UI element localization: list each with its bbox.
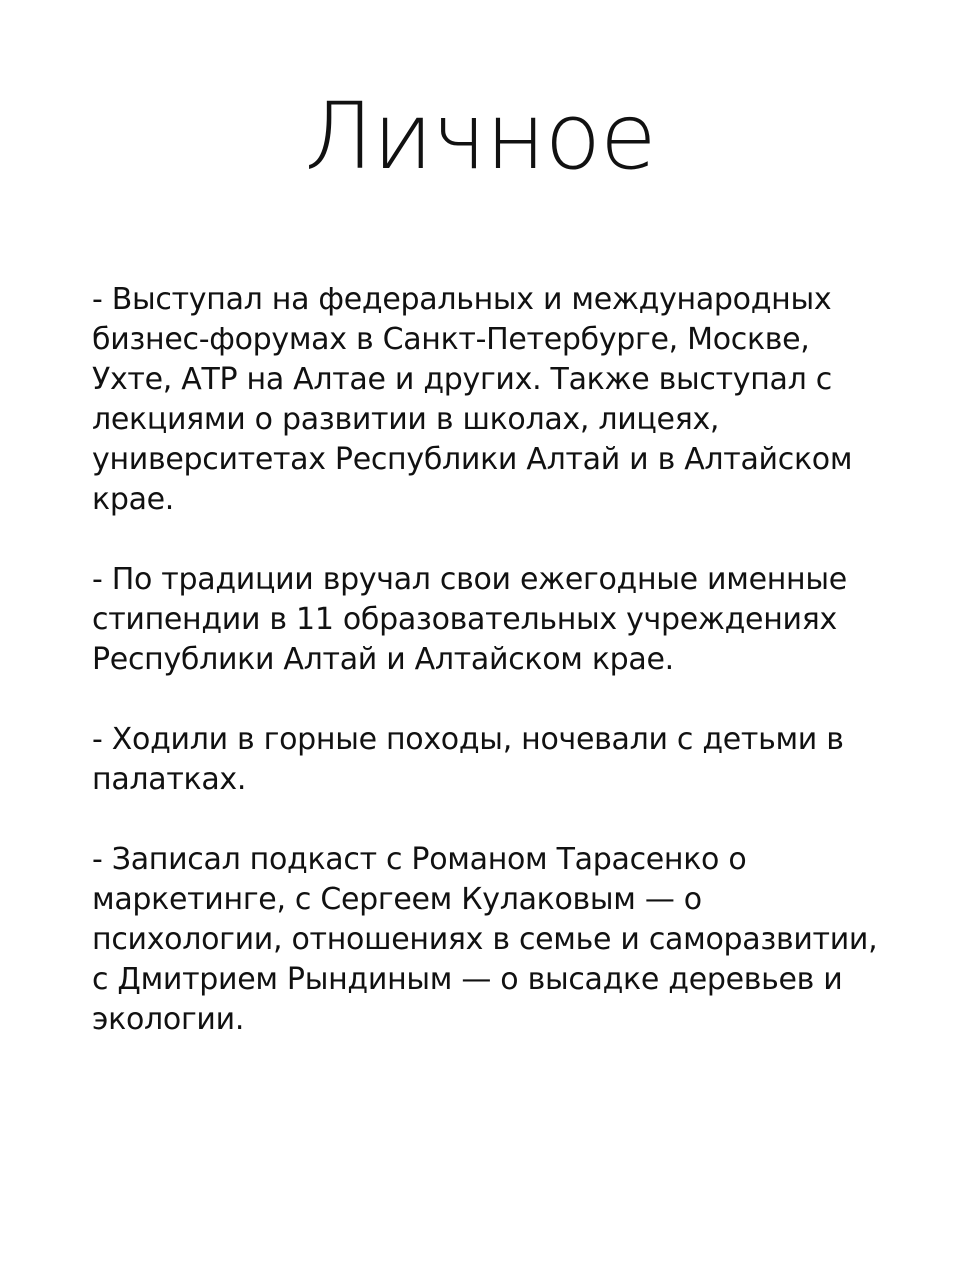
paragraph-scholarships bbox=[92, 560, 882, 680]
page-title: Личное bbox=[304, 83, 656, 190]
text-line: Республики Алтай и Алтайском крае. bbox=[92, 642, 674, 677]
text-line: бизнес-форумах в Санкт-Петербурге, Москве, bbox=[92, 322, 810, 357]
text-line: с Дмитрием Рындиным — о высадке деревьев и bbox=[92, 962, 843, 997]
text-line: университетах Республики Алтай и в Алтайском bbox=[92, 442, 853, 477]
text-line: психологии, отношениях в семье и саморазвитии, bbox=[92, 922, 878, 957]
text-line: лекциями о развитии в школах, лицеях, bbox=[92, 402, 720, 437]
text-line: - Ходили в горные походы, ночевали с детьми в bbox=[92, 722, 844, 757]
text-line: крае. bbox=[92, 482, 175, 517]
text-line: стипендии в 11 образовательных учреждениях bbox=[92, 602, 837, 637]
text-line: - Записал подкаст с Романом Тарасенко о bbox=[92, 842, 747, 877]
paragraph-speaking bbox=[92, 280, 882, 520]
text-line: Ухте, АТР на Алтае и других. Также выступал с bbox=[92, 362, 832, 397]
paragraph-podcast bbox=[92, 840, 882, 1040]
text-line: палатках. bbox=[92, 762, 247, 797]
content-body bbox=[92, 280, 882, 1080]
text-line: - По традиции вручал свои ежегодные именные bbox=[92, 562, 847, 597]
text-line: экологии. bbox=[92, 1002, 245, 1037]
text-line: маркетинге, с Сергеем Кулаковым — о bbox=[92, 882, 702, 917]
paragraph-hiking bbox=[92, 720, 882, 800]
text-line: - Выступал на федеральных и международных bbox=[92, 282, 832, 317]
